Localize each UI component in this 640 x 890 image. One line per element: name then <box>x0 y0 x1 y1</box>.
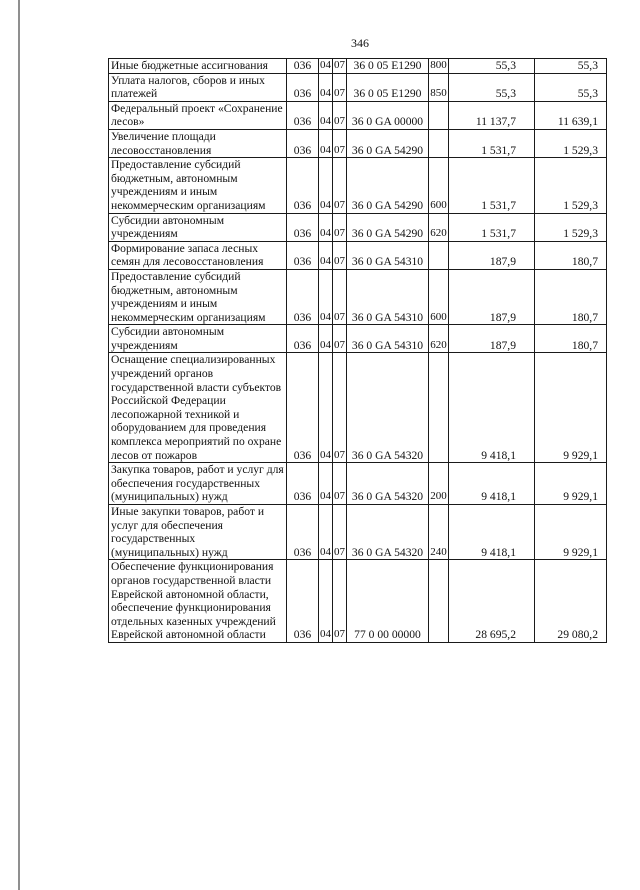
row-subsection-cell: 07 <box>333 158 347 213</box>
row-subsection-cell: 07 <box>333 325 347 353</box>
row-amount-2024-cell: 11 639,1 <box>535 101 607 129</box>
row-expense-type-cell: 600 <box>429 158 449 213</box>
row-expense-type-cell: 240 <box>429 505 449 560</box>
table-row <box>109 505 607 560</box>
row-amount-2023-cell: 9 418,1 <box>449 353 535 463</box>
row-amount-2023-cell: 187,9 <box>449 325 535 353</box>
row-name-cell: Иные закупки товаров, работ и услуг для обеспечения государственных (муниципальных) нужд <box>109 505 287 560</box>
row-section-cell: 04 <box>319 463 333 505</box>
row-subsection-cell: 07 <box>333 213 347 241</box>
row-amount-2024-cell: 1 529,3 <box>535 158 607 213</box>
row-expense-type-cell: 620 <box>429 213 449 241</box>
row-subsection-cell: 07 <box>333 101 347 129</box>
row-amount-2024-cell: 9 929,1 <box>535 353 607 463</box>
row-section-cell: 04 <box>319 158 333 213</box>
row-amount-2024-cell: 9 929,1 <box>535 505 607 560</box>
row-name-cell: Закупка товаров, работ и услуг для обеспечения государственных (муниципальных) нужд <box>109 463 287 505</box>
row-name-cell: Оснащение специализированных учреждений органов государственной власти субъектов Российской Федерации лесопожарной техникой и оборудованием для проведения комплекса мероприятий по охране лесов от пожаров <box>109 353 287 463</box>
row-section-cell: 04 <box>319 59 333 74</box>
row-section-cell: 04 <box>319 241 333 269</box>
row-subsection-cell: 07 <box>333 129 347 157</box>
row-expense-type-cell: 850 <box>429 73 449 101</box>
row-expense-type-cell: 600 <box>429 269 449 324</box>
row-name-cell: Федеральный проект «Сохранение лесов» <box>109 101 287 129</box>
row-target-article-cell: 36 0 GA 00000 <box>347 101 429 129</box>
row-grbs-cell: 036 <box>287 269 319 324</box>
row-name-cell: Формирование запаса лесных семян для лесовосстановления <box>109 241 287 269</box>
row-amount-2023-cell: 11 137,7 <box>449 101 535 129</box>
row-subsection-cell: 07 <box>333 73 347 101</box>
row-grbs-cell: 036 <box>287 59 319 74</box>
row-amount-2023-cell: 28 695,2 <box>449 560 535 643</box>
row-grbs-cell: 036 <box>287 73 319 101</box>
table-row <box>109 129 607 157</box>
row-name-cell: Предоставление субсидий бюджетным, автономным учреждениям и иным некоммерческим организациям <box>109 269 287 324</box>
table-row <box>109 325 607 353</box>
row-subsection-cell: 07 <box>333 241 347 269</box>
row-expense-type-cell <box>429 241 449 269</box>
table-row <box>109 463 607 505</box>
row-grbs-cell: 036 <box>287 213 319 241</box>
row-expense-type-cell <box>429 560 449 643</box>
row-grbs-cell: 036 <box>287 353 319 463</box>
row-amount-2023-cell: 55,3 <box>449 73 535 101</box>
row-target-article-cell: 36 0 GA 54310 <box>347 269 429 324</box>
row-target-article-cell: 36 0 GA 54320 <box>347 353 429 463</box>
row-expense-type-cell <box>429 101 449 129</box>
row-section-cell: 04 <box>319 269 333 324</box>
row-grbs-cell: 036 <box>287 101 319 129</box>
row-amount-2023-cell: 1 531,7 <box>449 158 535 213</box>
row-target-article-cell: 36 0 GA 54290 <box>347 213 429 241</box>
row-grbs-cell: 036 <box>287 325 319 353</box>
row-amount-2024-cell: 9 929,1 <box>535 463 607 505</box>
row-amount-2023-cell: 9 418,1 <box>449 505 535 560</box>
row-name-cell: Субсидии автономным учреждениям <box>109 213 287 241</box>
row-amount-2024-cell: 1 529,3 <box>535 213 607 241</box>
row-name-cell: Иные бюджетные ассигнования <box>109 59 287 74</box>
row-target-article-cell: 36 0 GA 54320 <box>347 463 429 505</box>
page-number: 346 <box>351 36 369 50</box>
row-name-cell: Субсидии автономным учреждениям <box>109 325 287 353</box>
row-grbs-cell: 036 <box>287 241 319 269</box>
row-amount-2024-cell: 29 080,2 <box>535 560 607 643</box>
row-section-cell: 04 <box>319 129 333 157</box>
row-target-article-cell: 36 0 GA 54310 <box>347 325 429 353</box>
row-subsection-cell: 07 <box>333 269 347 324</box>
table-row <box>109 353 607 463</box>
page-margin-rule <box>18 0 20 890</box>
row-grbs-cell: 036 <box>287 158 319 213</box>
row-expense-type-cell: 620 <box>429 325 449 353</box>
row-amount-2024-cell: 180,7 <box>535 269 607 324</box>
row-target-article-cell: 36 0 GA 54320 <box>347 505 429 560</box>
table-row <box>109 101 607 129</box>
table-row <box>109 158 607 213</box>
row-grbs-cell: 036 <box>287 560 319 643</box>
row-amount-2023-cell: 187,9 <box>449 269 535 324</box>
row-expense-type-cell <box>429 129 449 157</box>
row-grbs-cell: 036 <box>287 129 319 157</box>
row-amount-2024-cell: 55,3 <box>535 59 607 74</box>
row-target-article-cell: 36 0 05 E1290 <box>347 59 429 74</box>
row-section-cell: 04 <box>319 213 333 241</box>
row-target-article-cell: 36 0 GA 54310 <box>347 241 429 269</box>
row-name-cell: Уплата налогов, сборов и иных платежей <box>109 73 287 101</box>
table-row <box>109 213 607 241</box>
row-subsection-cell: 07 <box>333 560 347 643</box>
table-row <box>109 241 607 269</box>
row-name-cell: Предоставление субсидий бюджетным, автономным учреждениям и иным некоммерческим организациям <box>109 158 287 213</box>
row-name-cell: Обеспечение функционирования органов государственной власти Еврейской автономной области, обеспечение функционирования отдельных казенных учреждений Еврейской автономной области <box>109 560 287 643</box>
row-amount-2024-cell: 1 529,3 <box>535 129 607 157</box>
row-amount-2023-cell: 1 531,7 <box>449 213 535 241</box>
row-grbs-cell: 036 <box>287 463 319 505</box>
row-section-cell: 04 <box>319 101 333 129</box>
table-row <box>109 73 607 101</box>
row-name-cell: Увеличение площади лесовосстановления <box>109 129 287 157</box>
budget-table <box>108 58 607 643</box>
table-body <box>109 59 607 643</box>
row-expense-type-cell <box>429 353 449 463</box>
row-amount-2024-cell: 55,3 <box>535 73 607 101</box>
table-row <box>109 560 607 643</box>
row-subsection-cell: 07 <box>333 505 347 560</box>
row-section-cell: 04 <box>319 560 333 643</box>
row-subsection-cell: 07 <box>333 353 347 463</box>
row-target-article-cell: 77 0 00 00000 <box>347 560 429 643</box>
row-amount-2023-cell: 187,9 <box>449 241 535 269</box>
row-amount-2023-cell: 9 418,1 <box>449 463 535 505</box>
row-amount-2023-cell: 1 531,7 <box>449 129 535 157</box>
row-grbs-cell: 036 <box>287 505 319 560</box>
table-row <box>109 59 607 74</box>
row-expense-type-cell: 200 <box>429 463 449 505</box>
table-row <box>109 269 607 324</box>
row-target-article-cell: 36 0 GA 54290 <box>347 158 429 213</box>
row-target-article-cell: 36 0 GA 54290 <box>347 129 429 157</box>
row-target-article-cell: 36 0 05 E1290 <box>347 73 429 101</box>
row-amount-2023-cell: 55,3 <box>449 59 535 74</box>
row-subsection-cell: 07 <box>333 463 347 505</box>
row-section-cell: 04 <box>319 325 333 353</box>
row-section-cell: 04 <box>319 73 333 101</box>
row-section-cell: 04 <box>319 353 333 463</box>
row-amount-2024-cell: 180,7 <box>535 325 607 353</box>
row-subsection-cell: 07 <box>333 59 347 74</box>
row-section-cell: 04 <box>319 505 333 560</box>
row-expense-type-cell: 800 <box>429 59 449 74</box>
row-amount-2024-cell: 180,7 <box>535 241 607 269</box>
